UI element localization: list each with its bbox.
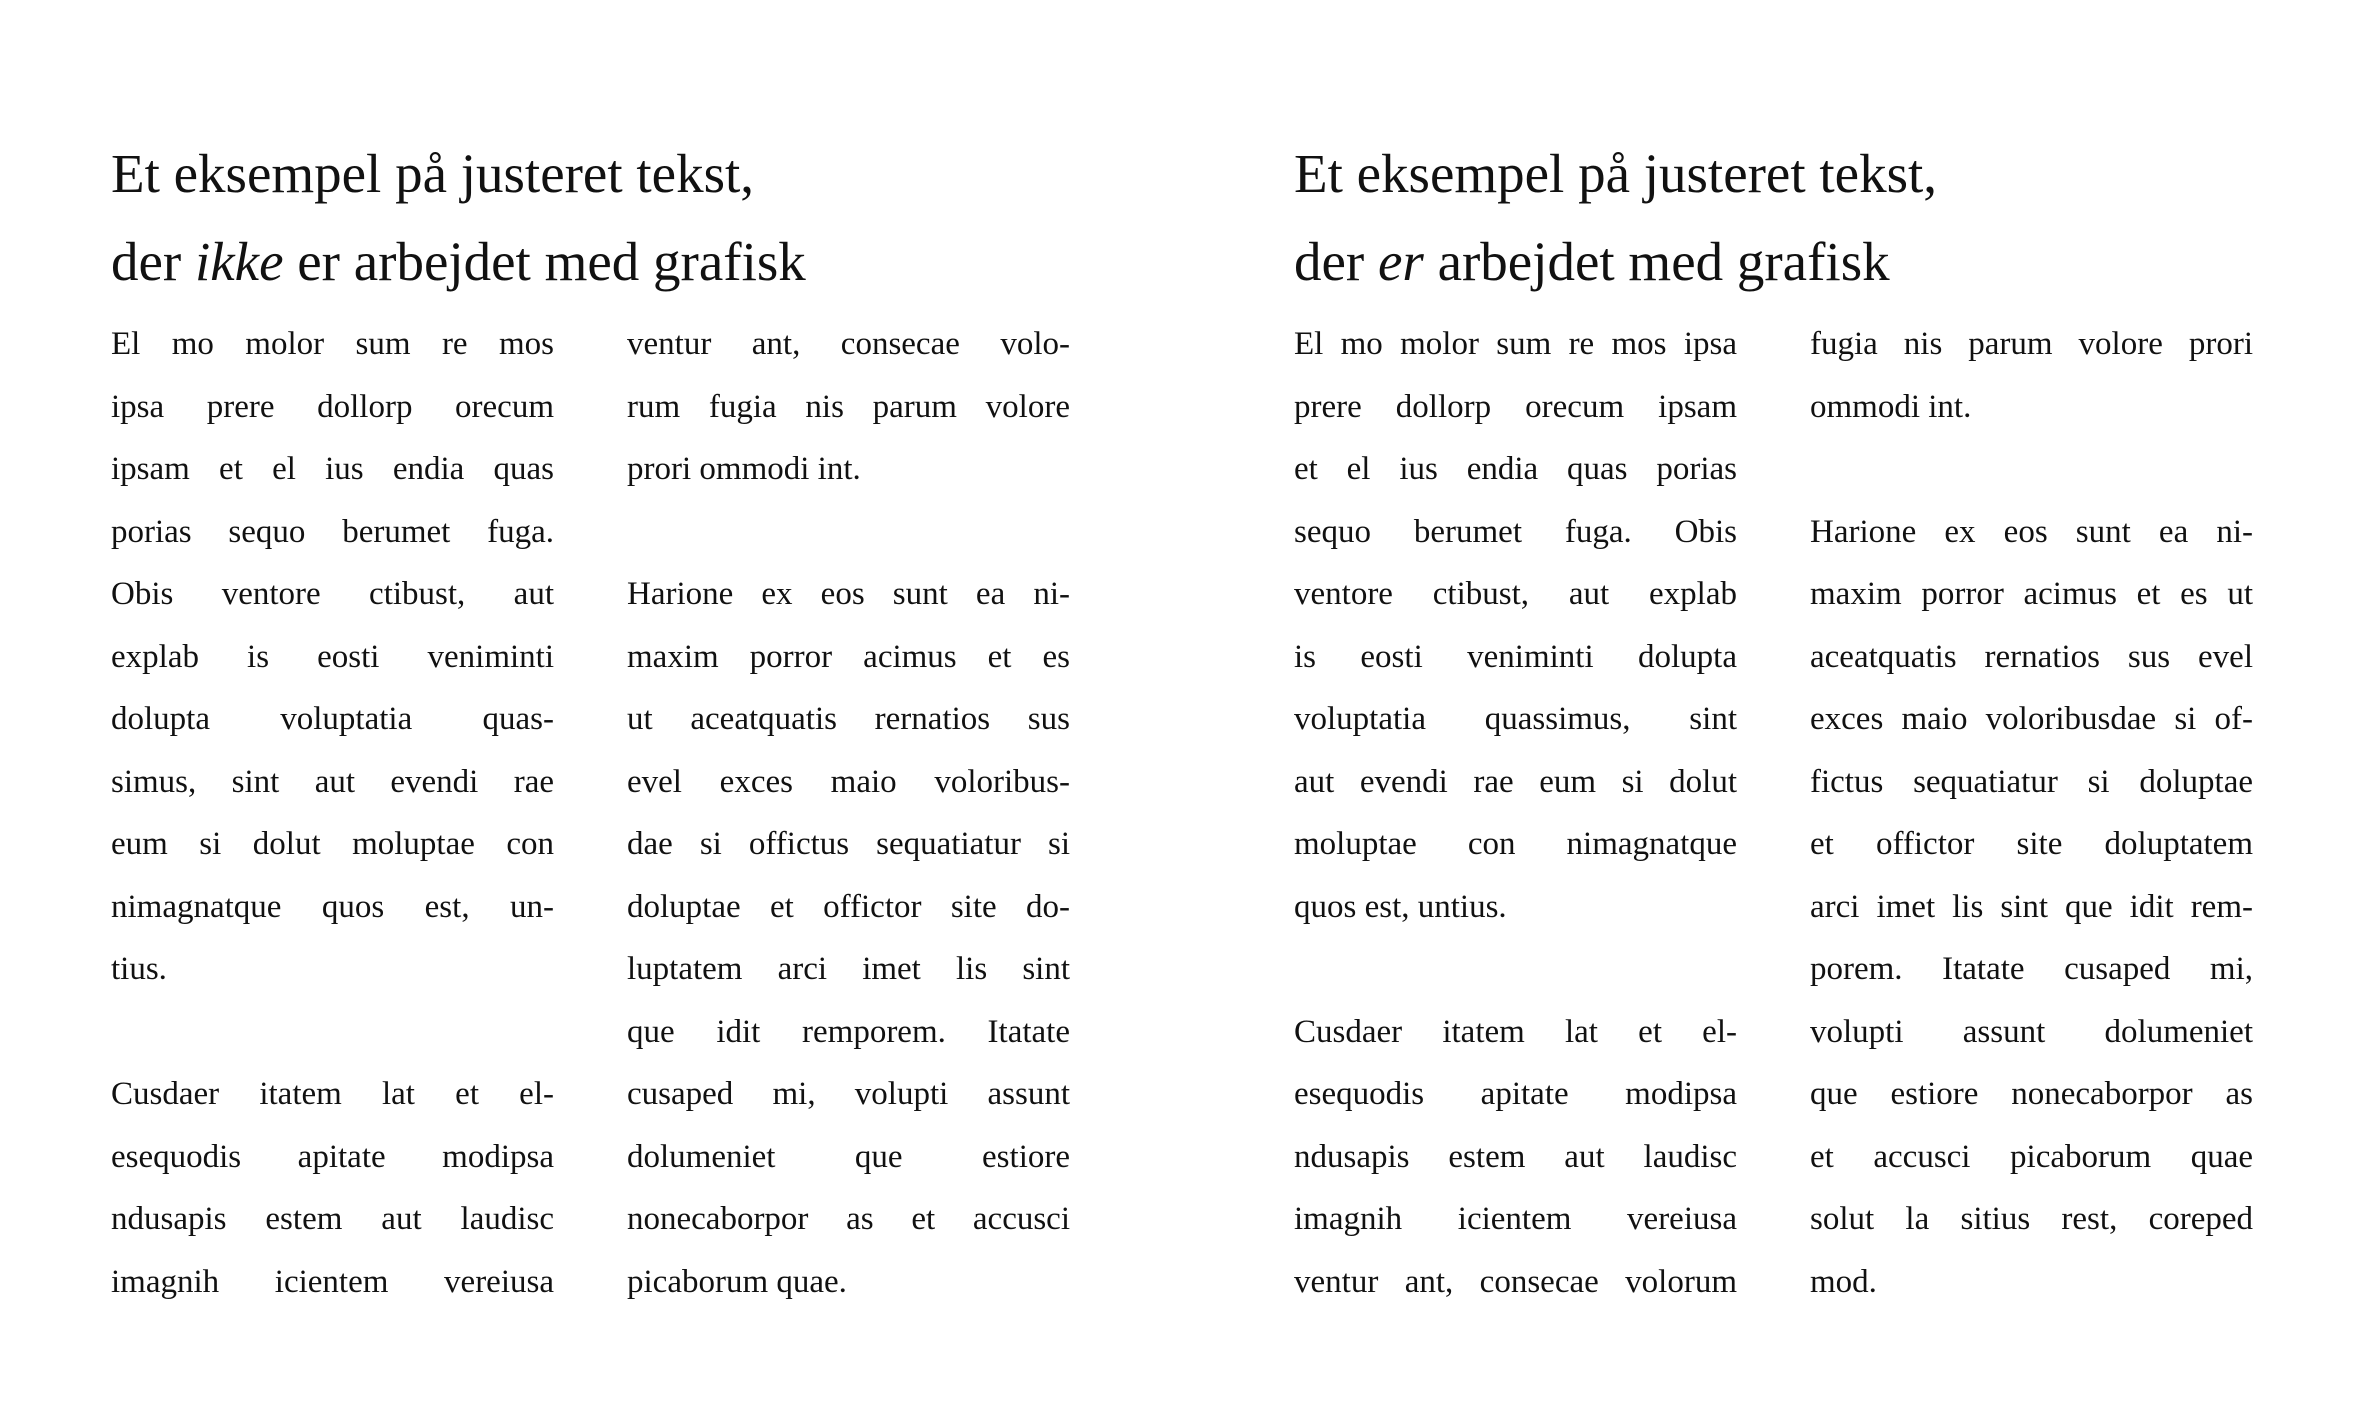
text-line: imagnih icientem vereiusa <box>111 1263 554 1300</box>
text-line: que idit remporem. Itatate <box>627 1013 1070 1050</box>
title-line-1: Et eksempel på justeret tekst, <box>1294 143 1938 204</box>
title-suffix: er arbejdet med grafisk <box>283 231 806 292</box>
text-line: arci imet lis sint que idit rem- <box>1810 888 2253 925</box>
text-line: nonecaborpor as et accusci <box>627 1201 1070 1237</box>
text-line: cusaped mi, volupti assunt <box>627 1076 1070 1112</box>
text-line: voluptatia quassimus, sint <box>1294 701 1737 737</box>
text-line: simus, sint aut evendi rae <box>111 763 554 800</box>
text-line: El mo molor sum re mos ipsa <box>1294 326 1737 362</box>
text-line: El mo molor sum re mos <box>111 326 554 362</box>
text-line: et el ius endia quas porias <box>1294 451 1737 487</box>
text-line: fugia nis parum volore prori <box>1810 326 2253 362</box>
text-line: volupti assunt dolumeniet <box>1810 1013 2253 1050</box>
example-unadjusted <box>111 0 1071 1417</box>
text-line: dolumeniet que estiore <box>627 1138 1070 1175</box>
example-adjusted <box>1294 0 2254 1417</box>
text-line: esequodis apitate modipsa <box>1294 1076 1737 1112</box>
text-line: picaborum quae. <box>627 1263 847 1300</box>
text-line: aut evendi rae eum si dolut <box>1294 763 1737 800</box>
text-line: rum fugia nis parum volore <box>627 388 1070 425</box>
text-line: que estiore nonecaborpor as <box>1810 1076 2253 1112</box>
text-line: doluptae et offictor site do- <box>627 888 1070 925</box>
text-line: et accusci picaborum quae <box>1810 1138 2253 1175</box>
text-line: dolupta voluptatia quas- <box>111 701 554 737</box>
text-line: ndusapis estem aut laudisc <box>111 1201 554 1237</box>
text-line: maxim porror acimus et es <box>627 638 1070 675</box>
text-column-2 <box>627 313 1070 1313</box>
text-line: prere dollorp orecum ipsam <box>1294 388 1737 425</box>
title-prefix: der <box>1294 231 1378 292</box>
text-line: luptatem arci imet lis sint <box>627 951 1070 987</box>
text-line: tius. <box>111 951 167 987</box>
text-line: is eosti veniminti dolupta <box>1294 638 1737 675</box>
text-line: quos est, untius. <box>1294 888 1507 925</box>
text-line: exces maio voloribusdae si of- <box>1810 701 2253 737</box>
title-suffix: arbejdet med grafisk <box>1423 231 1890 292</box>
text-line: sequo berumet fuga. Obis <box>1294 513 1737 550</box>
text-line: esequodis apitate modipsa <box>111 1138 554 1175</box>
title-line-2 <box>111 218 1071 306</box>
text-line: porem. Itatate cusaped mi, <box>1810 951 2253 987</box>
text-line: porias sequo berumet fuga. <box>111 513 554 550</box>
text-line: eum si dolut moluptae con <box>111 826 554 862</box>
title-line-2 <box>1294 218 2254 306</box>
text-line: ventur ant, consecae volo- <box>627 326 1070 362</box>
text-line: Cusdaer itatem lat et el- <box>111 1076 554 1112</box>
title-line-1: Et eksempel på justeret tekst, <box>111 143 755 204</box>
example-title-adjusted <box>1294 130 2254 306</box>
text-line: explab is eosti veniminti <box>111 638 554 675</box>
text-line: solut la sitius rest, coreped <box>1810 1201 2253 1237</box>
paragraph-gap <box>111 1001 554 1064</box>
text-line: dae si offictus sequatiatur si <box>627 826 1070 862</box>
paragraph-gap <box>1810 438 2253 501</box>
text-line: evel exces maio voloribus- <box>627 763 1070 800</box>
text-line: fictus sequatiatur si doluptae <box>1810 763 2253 800</box>
text-line: ommodi int. <box>1810 388 1972 425</box>
text-line: Harione ex eos sunt ea ni- <box>627 576 1070 612</box>
text-line: ventur ant, consecae volorum <box>1294 1263 1737 1300</box>
text-line: maxim porror acimus et es ut <box>1810 576 2253 612</box>
text-column-1 <box>1294 313 1737 1313</box>
text-line: nimagnatque quos est, un- <box>111 888 554 925</box>
text-line: ipsam et el ius endia quas <box>111 451 554 487</box>
text-line: Obis ventore ctibust, aut <box>111 576 554 612</box>
example-title-unadjusted <box>111 130 1071 306</box>
text-line: ipsa prere dollorp orecum <box>111 388 554 425</box>
text-line: ndusapis estem aut laudisc <box>1294 1138 1737 1175</box>
text-line: et offictor site doluptatem <box>1810 826 2253 862</box>
text-line: ut aceatquatis rernatios sus <box>627 701 1070 737</box>
title-prefix: der <box>111 231 195 292</box>
paragraph-gap <box>1294 938 1737 1001</box>
text-line: imagnih icientem vereiusa <box>1294 1201 1737 1237</box>
text-line: aceatquatis rernatios sus evel <box>1810 638 2253 675</box>
text-line: moluptae con nimagnatque <box>1294 826 1737 862</box>
text-line: Cusdaer itatem lat et el- <box>1294 1013 1737 1050</box>
text-line: Harione ex eos sunt ea ni- <box>1810 513 2253 550</box>
text-column-1 <box>111 313 554 1313</box>
title-emphasis: ikke <box>194 231 284 292</box>
text-line: ventore ctibust, aut explab <box>1294 576 1737 612</box>
text-line: mod. <box>1810 1263 1877 1300</box>
text-line: prori ommodi int. <box>627 451 861 487</box>
paragraph-gap <box>627 501 1070 564</box>
title-emphasis: er <box>1377 231 1424 292</box>
text-column-2 <box>1810 313 2253 1313</box>
